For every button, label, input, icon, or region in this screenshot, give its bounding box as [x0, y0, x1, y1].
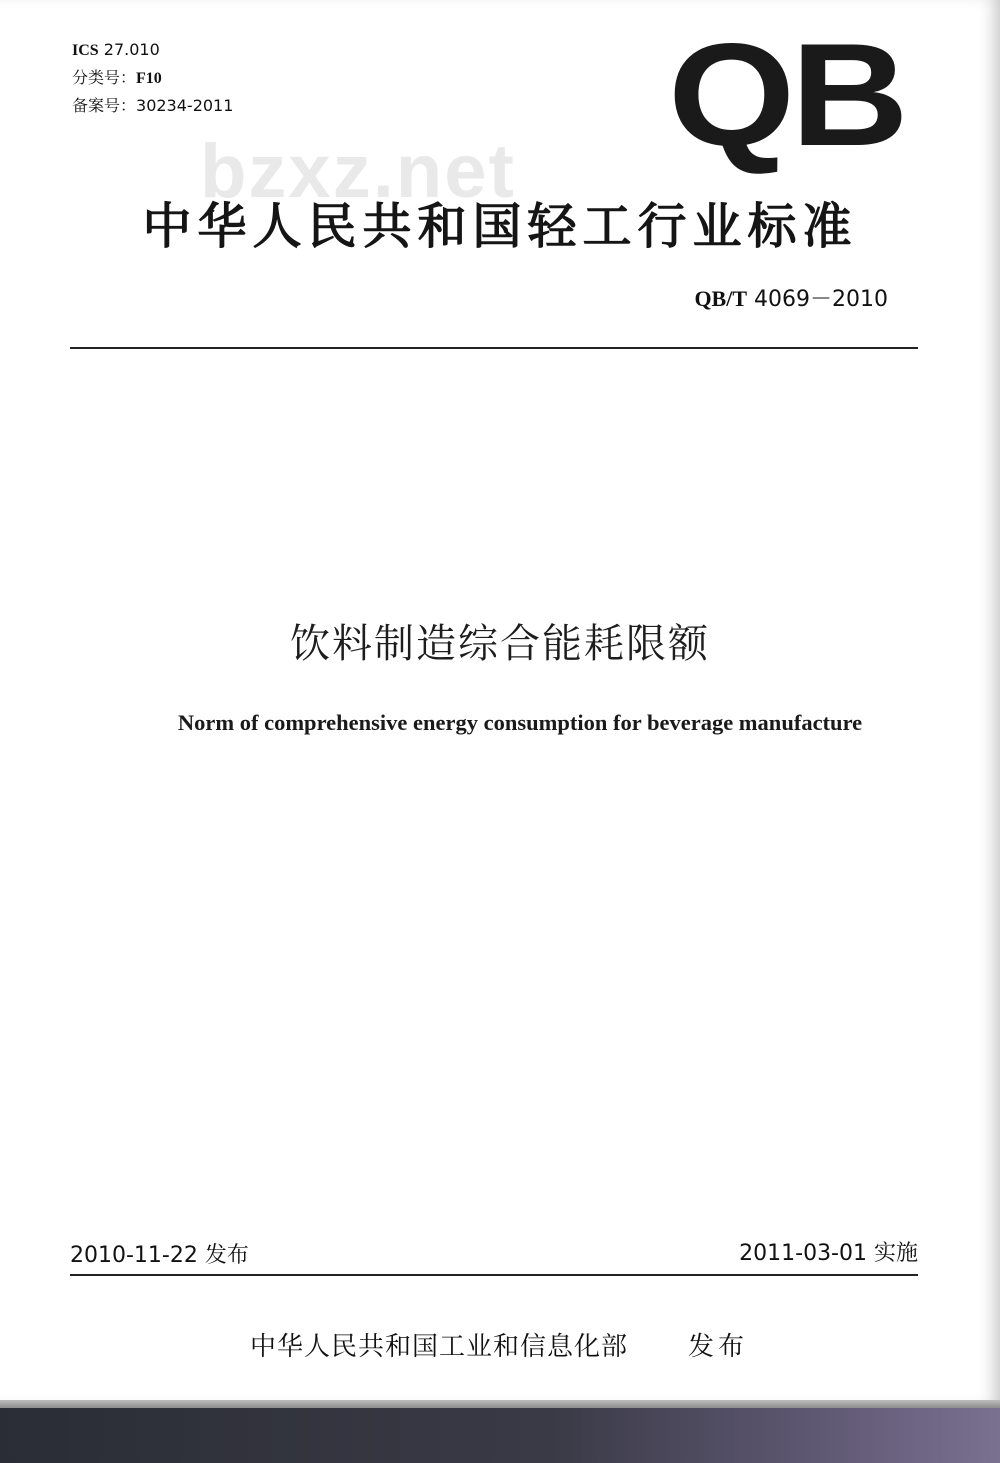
industry-standard-title: 中华人民共和国轻工行业标准 [142, 198, 858, 255]
issue-date: 2010-11-22 发布 [70, 1243, 249, 1268]
classification-block [72, 36, 233, 119]
background-surface [0, 1408, 1000, 1463]
record-line: 备案号：30234-2011 [72, 96, 234, 115]
category-line: 分类号：F10 [72, 68, 162, 87]
document-title-en: Norm of comprehensive energy consumption for beverage manufacture [177, 710, 863, 735]
ics-line: ICS 27.010 [72, 40, 160, 59]
publisher-action: 发布 [688, 1332, 749, 1362]
standard-number [694, 282, 888, 313]
implementation-date: 2011-03-01 实施 [739, 1241, 918, 1266]
qb-logo: QB [668, 13, 905, 176]
standard-prefix: QB/T [694, 286, 748, 311]
header-divider [70, 347, 918, 349]
standard-code: 4069－2010 [754, 287, 888, 312]
page-edge [0, 1400, 1000, 1408]
publisher-name: 中华人民共和国工业和信息化部 [250, 1332, 629, 1362]
watermark: bzxz.net [200, 129, 516, 214]
document-title-cn: 饮料制造综合能耗限额 [290, 621, 710, 667]
footer-divider [70, 1274, 918, 1276]
